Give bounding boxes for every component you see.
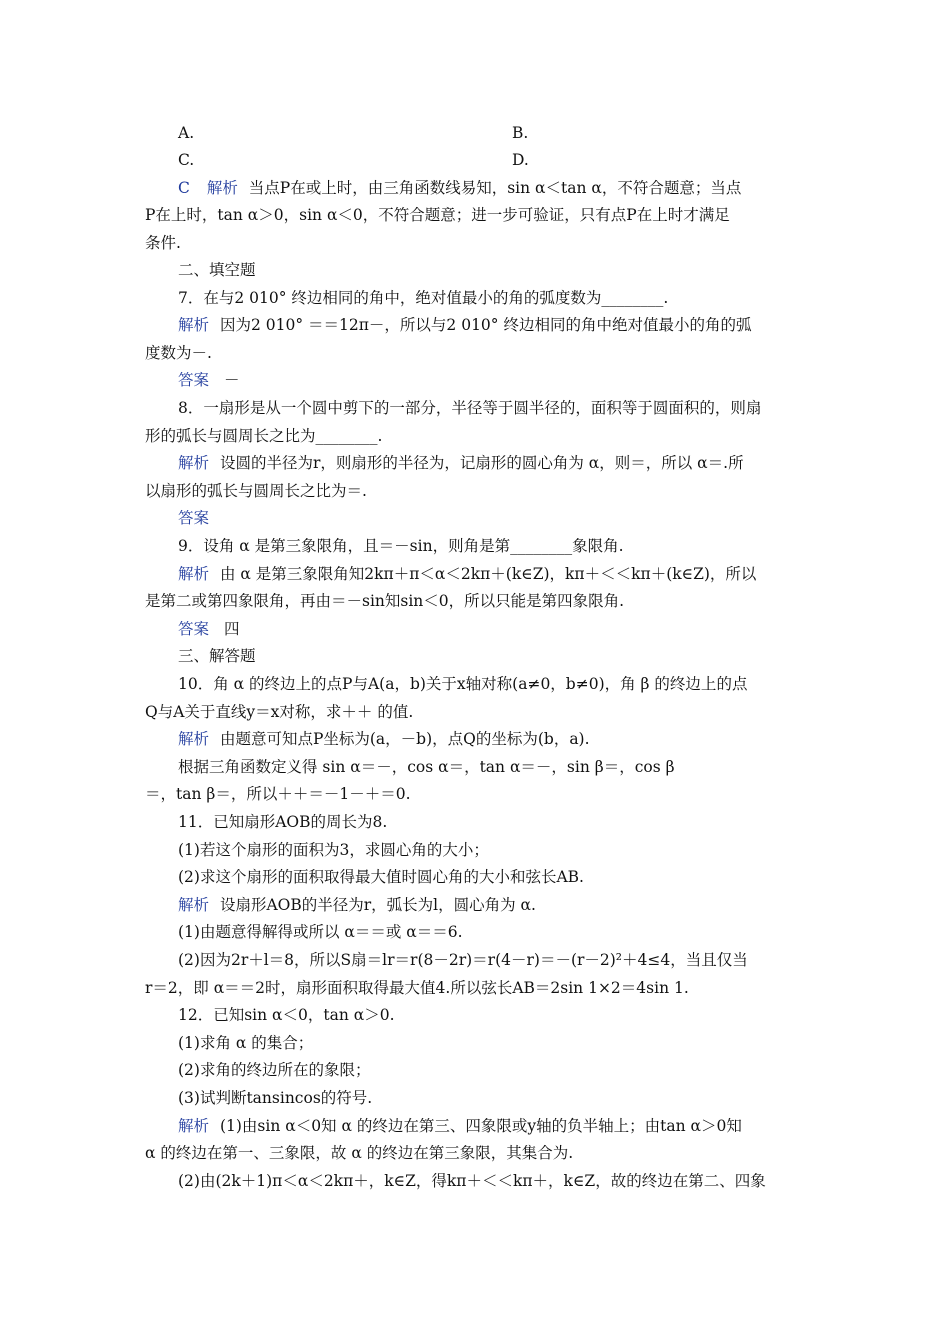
- q7-answer-line: [178, 369, 239, 391]
- q8-answer-label: 答案: [178, 509, 210, 527]
- q6-analysis-text2: P在上时，tan α＞0，sin α＜0，不符合题意；进一步可验证，只有点P在上时才满足: [145, 206, 730, 224]
- q11-analysis-text4: r＝2，即 α＝＝2时，扇形面积取得最大值4.所以弦长AB＝2sin 1×2＝4sin 1.: [145, 979, 689, 997]
- q12-analysis-text3: (2)由(2k＋1)π＜α＜2kπ＋，k∈Z，得kπ＋＜＜kπ＋，k∈Z，故的终边在第二、四象: [178, 1172, 766, 1190]
- q6-analysis-line1: [178, 177, 741, 199]
- q7-answer-label: 答案: [178, 371, 210, 389]
- option-b: B.: [512, 124, 529, 142]
- q8-answer-line: [178, 507, 209, 529]
- q10-analysis-text1: 由题意可知点P坐标为(a，－b)，点Q的坐标为(b，a).: [219, 730, 590, 748]
- q7-analysis-label: 解析: [178, 316, 210, 334]
- q6-analysis-label: 解析: [206, 179, 238, 197]
- q9-answer-value: 四: [223, 620, 240, 638]
- q6-analysis-text3: 条件.: [145, 234, 181, 252]
- q8-analysis-line1: [178, 452, 744, 474]
- q12-part3: (3)试判断tansincos的符号.: [178, 1089, 373, 1107]
- q10-question-line2: Q与A关于直线y＝x对称，求＋＋ 的值.: [145, 703, 414, 721]
- q10-analysis-text3: ＝，tan β＝，所以＋＋＝－1－＋＝0.: [145, 785, 411, 803]
- q10-analysis-label: 解析: [178, 730, 210, 748]
- section-heading-solutions: 三、解答题: [178, 647, 256, 665]
- q6-answer-letter: C: [178, 179, 190, 197]
- option-d: D.: [512, 151, 529, 169]
- q7-analysis-text2: 度数为－.: [145, 344, 212, 362]
- q11-analysis-line1: [178, 894, 536, 916]
- q9-analysis-text2: 是第二或第四象限角，再由＝－sin知sin＜0，所以只能是第四象限角.: [145, 592, 625, 610]
- q9-analysis-line1: [178, 563, 756, 585]
- q11-analysis-text3: (2)因为2r＋l＝8，所以S扇＝lr＝r(8－2r)＝r(4－r)＝－(r－2)²＋4≤4，当且仅当: [178, 951, 748, 969]
- option-c: C.: [178, 151, 195, 169]
- q10-question-line1: 10．角 α 的终边上的点P与A(a，b)关于x轴对称(a≠0，b≠0)，角 β 的终边上的点: [178, 675, 748, 693]
- q7-analysis-text1: 因为2 010° ＝＝12π－，所以与2 010° 终边相同的角中绝对值最小的角的弧: [219, 316, 752, 334]
- q12-analysis-label: 解析: [178, 1117, 210, 1135]
- q12-analysis-line1: [178, 1115, 742, 1137]
- q12-part1: (1)求角 α 的集合；: [178, 1034, 314, 1052]
- section-heading-fill-blank: 二、填空题: [178, 261, 256, 279]
- q9-answer-line: [178, 618, 239, 640]
- q12-question: 12．已知sin α＜0，tan α＞0.: [178, 1006, 395, 1024]
- option-a: A.: [178, 124, 195, 142]
- q8-analysis-label: 解析: [178, 454, 210, 472]
- q8-question-line2: 形的弧长与圆周长之比为________.: [145, 427, 383, 445]
- q8-analysis-text1: 设圆的半径为r，则扇形的半径为，记扇形的圆心角为 α，则＝，所以 α＝.所: [219, 454, 744, 472]
- q9-answer-label: 答案: [178, 620, 210, 638]
- q7-analysis-line1: [178, 314, 751, 336]
- q8-question-line1: 8．一扇形是从一个圆中剪下的一部分，半径等于圆半径的，面积等于圆面积的，则扇: [178, 399, 762, 417]
- q11-question: 11．已知扇形AOB的周长为8.: [178, 813, 388, 831]
- q10-analysis-text2: 根据三角函数定义得 sin α＝－，cos α＝，tan α＝－，sin β＝，cos β: [178, 758, 675, 776]
- q12-analysis-text2: α 的终边在第一、三象限，故 α 的终边在第三象限，其集合为.: [145, 1144, 574, 1162]
- q11-analysis-label: 解析: [178, 896, 210, 914]
- q10-analysis-line1: [178, 728, 590, 750]
- q11-part2: (2)求这个扇形的面积取得最大值时圆心角的大小和弦长AB.: [178, 868, 584, 886]
- q7-question: 7．在与2 010° 终边相同的角中，绝对值最小的角的弧度数为________.: [178, 289, 669, 307]
- q9-question: 9．设角 α 是第三象限角，且＝－sin，则角是第________象限角.: [178, 537, 624, 555]
- q11-analysis-text2: (1)由题意得解得或所以 α＝＝或 α＝＝6.: [178, 923, 463, 941]
- q12-analysis-text1: (1)由sin α＜0知 α 的终边在第三、四象限或y轴的负半轴上；由tan α＞0知: [219, 1117, 742, 1135]
- q8-analysis-text2: 以扇形的弧长与圆周长之比为＝.: [145, 482, 367, 500]
- q11-part1: (1)若这个扇形的面积为3，求圆心角的大小；: [178, 841, 489, 859]
- q11-analysis-text1: 设扇形AOB的半径为r，弧长为l，圆心角为 α.: [219, 896, 536, 914]
- q7-answer-value: －: [223, 371, 240, 389]
- q9-analysis-text1: 由 α 是第三象限角知2kπ＋π＜α＜2kπ＋(k∈Z)，kπ＋＜＜kπ＋(k∈Z)，所以: [219, 565, 757, 583]
- q6-analysis-text1: 当点P在或上时，由三角函数线易知，sin α＜tan α，不符合题意；当点: [248, 179, 742, 197]
- q12-part2: (2)求角的终边所在的象限；: [178, 1061, 371, 1079]
- q9-analysis-label: 解析: [178, 565, 210, 583]
